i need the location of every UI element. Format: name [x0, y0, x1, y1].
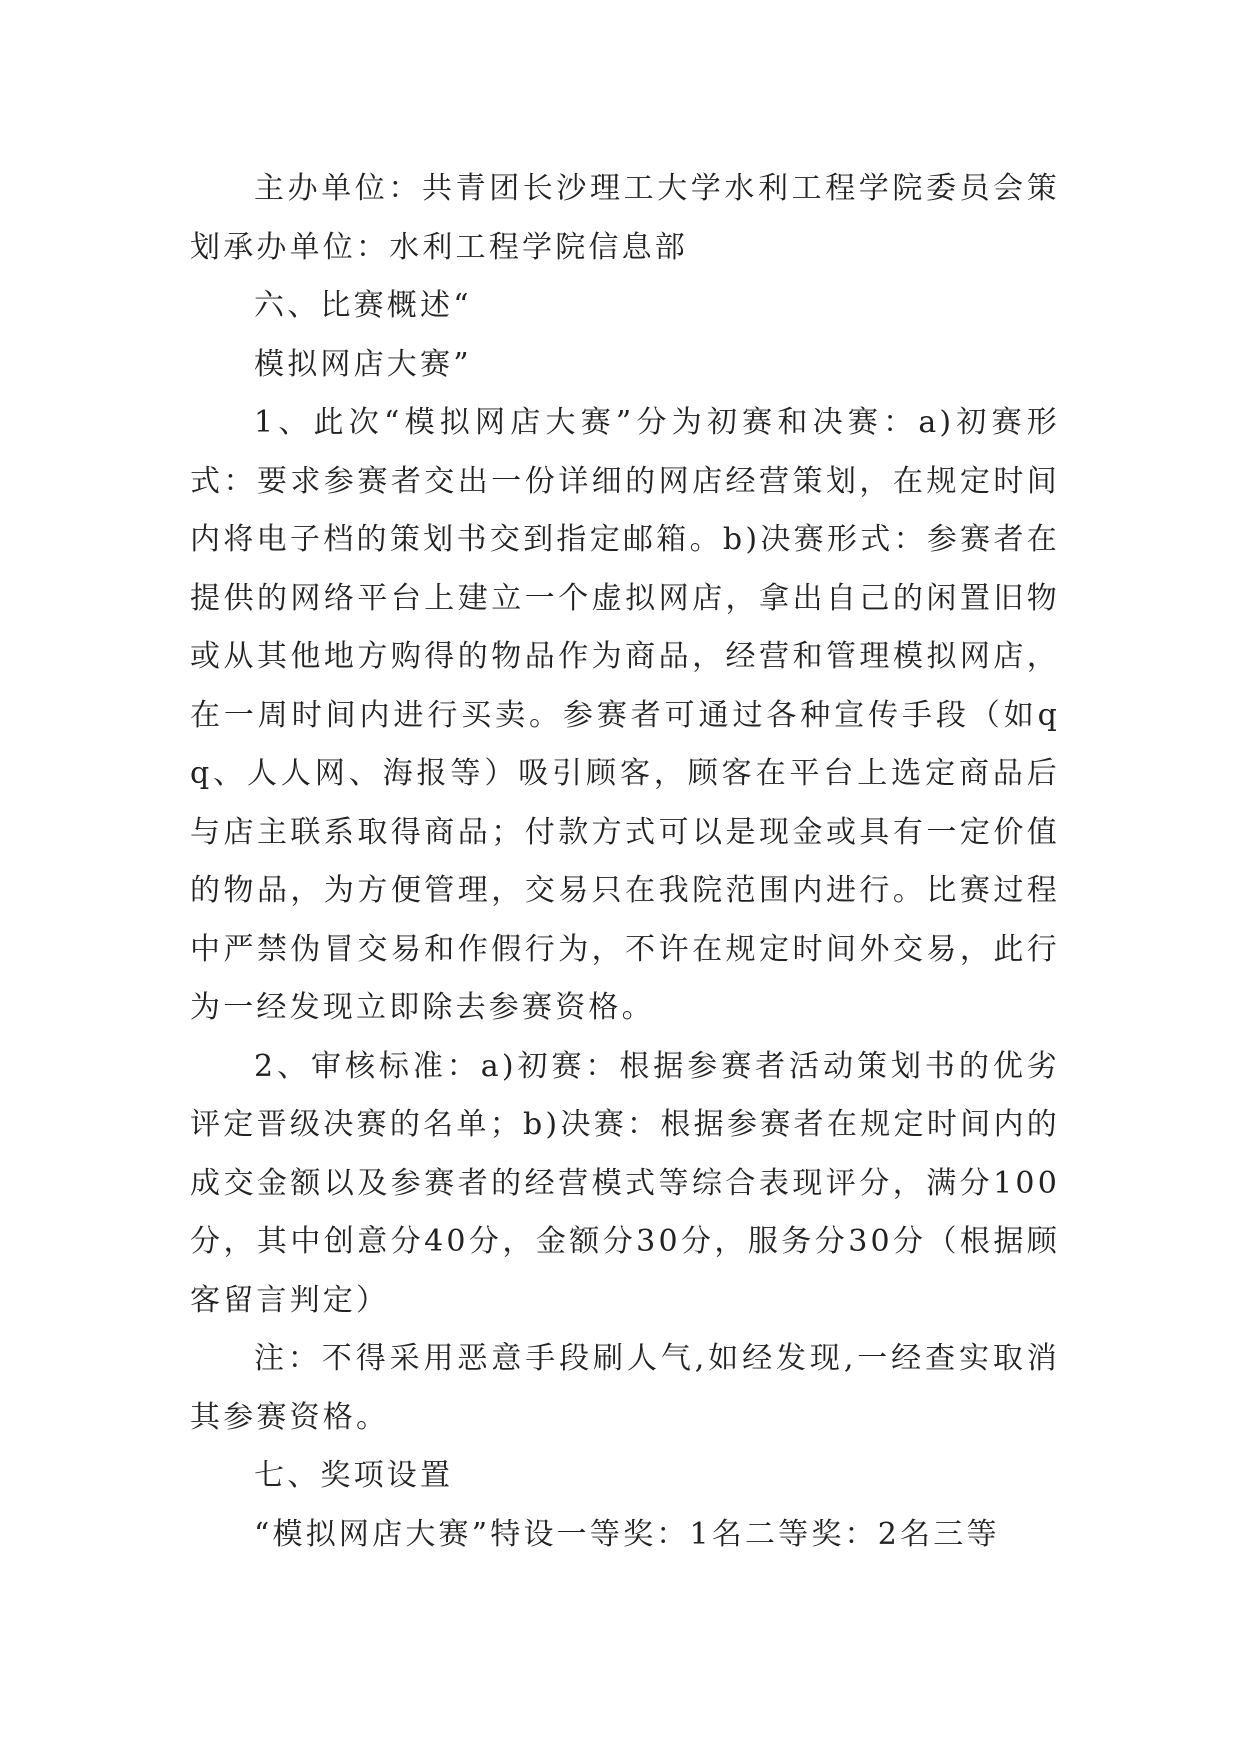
paragraph-organizers: 主办单位：共青团长沙理工大学水利工程学院委员会策划承办单位：水利工程学院信息部 — [190, 171, 1060, 265]
document-body — [190, 160, 1060, 1564]
paragraph-competition-format: 1、此次“模拟网店大赛”分为初赛和决赛：a)初赛形式：要求参赛者交出一份详细的网店经营策划，在规定时间内将电子档的策划书交到指定邮箱。b)决赛形式：参赛者在提供的网络平台上建立一个虚拟网店，拿出自己的闲置旧物或从其他地方购得的物品作为商品，经营和管理模拟网店，在一周时间内进行买卖。参赛者可通过各种宣传手段（如qq、人人网、海报等）吸引顾客，顾客在平台上选定商品后与店主联系取得商品；付款方式可以是现金或具有一定价值的物品，为方便管理，交易只在我院范围内进行。比赛过程中严禁伪冒交易和作假行为，不许在规定时间外交易，此行为一经发现立即除去参赛资格。 — [190, 405, 1060, 1025]
paragraph-note: 注：不得采用恶意手段刷人气,如经发现,一经查实取消其参赛资格。 — [190, 1341, 1060, 1435]
heading-awards: 七、奖项设置 — [254, 1458, 454, 1493]
paragraph-review-criteria: 2、审核标准：a)初赛：根据参赛者活动策划书的优劣评定晋级决赛的名单；b)决赛：根据参赛者在规定时间内的成交金额以及参赛者的经营模式等综合表现评分，满分100分，其中创意分40分，金额分30分，服务分30分（根据顾客留言判定） — [190, 1048, 1060, 1318]
paragraph-awards: “模拟网店大赛”特设一等奖：1名二等奖：2名三等 — [254, 1516, 1000, 1552]
paragraph-competition-name: 模拟网店大赛” — [254, 346, 472, 382]
heading-competition-overview: 六、比赛概述“ — [254, 288, 472, 323]
